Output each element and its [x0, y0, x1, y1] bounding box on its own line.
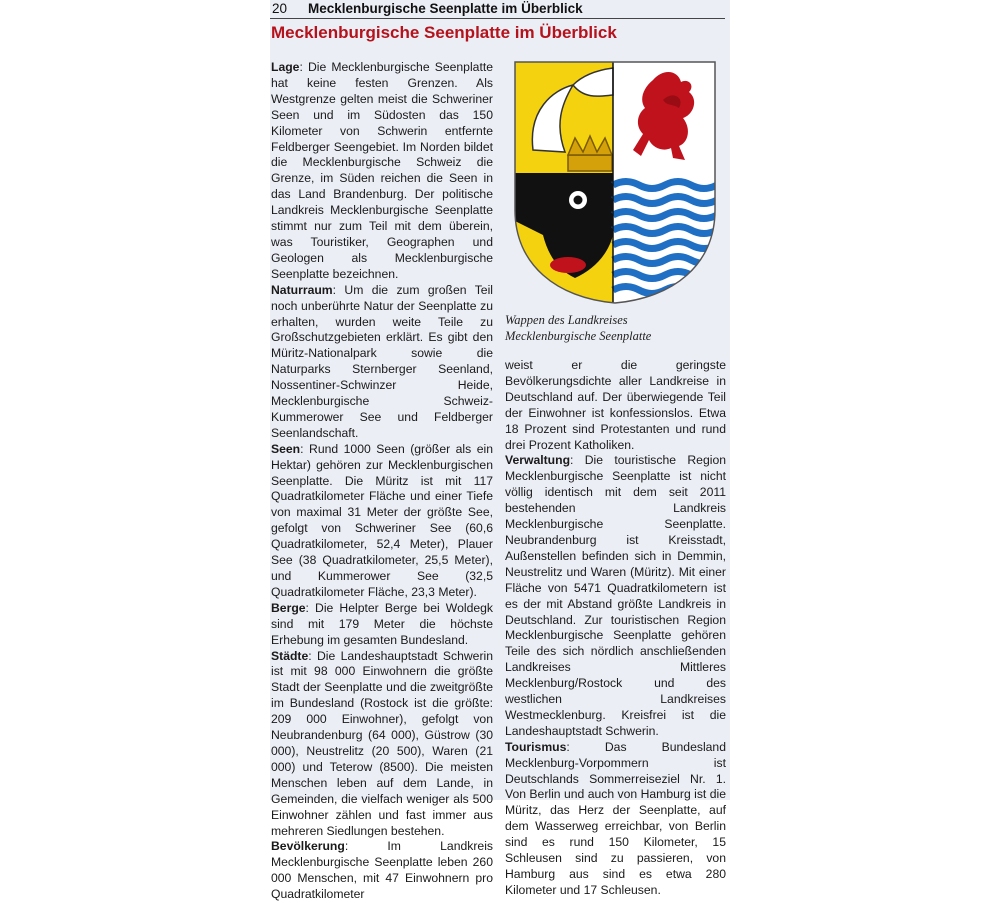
- running-header: [270, 0, 725, 19]
- section-text: weist er die geringste Bevölkerungsdichte aller Landkreise in Deutschland auf. Der überwiegende Teil der Einwohner ist konfessionslos. Etwa 18 Prozent sind Protestanten und rund drei Prozent Katholiken.: [505, 358, 726, 452]
- coat-of-arms-image: [513, 60, 717, 305]
- page-title: Mecklenburgische Seenplatte im Überblick: [271, 23, 617, 42]
- section-heading: Naturraum: [271, 282, 333, 297]
- section-bevoelkerung: [271, 839, 493, 903]
- section-text: : Die Mecklenburgische Seenplatte hat keine festen Grenzen. Als Westgrenze gelten meist die Schweriner Seen und im Südosten das 150 Kilometer von Schwerin entfernte Feldberger Seengebiet. Im Norden bildet die Mecklenburgische Schweiz die Grenze, im Süden reichen die Seen in das Land Brandenburg. Der politische Landkreis Mecklenburgische Seenplatte stimmt nur zum Teil mit dem überein, was Touristiker, Geographen und Geologen als Mecklenburgische Seenplatte bezeichnen.: [271, 60, 493, 281]
- section-text: : Im Landkreis Mecklenburgische Seenplatte leben 260 000 Menschen, mit 47 Einwohnern pro Quadratkilometer: [271, 839, 493, 902]
- running-title: Mecklenburgische Seenplatte im Überblick: [308, 1, 583, 16]
- section-text: : Die Landeshauptstadt Schwerin ist mit 98 000 Einwohnern die größte Stadt der Seenplatte und die zweitgrößte im Bundesland (Rostock ist die größte: 209 000 Einwohner), gefolgt von Neubrandenburg (64 000), Güstrow (30 000), Neustrelitz (20 500), Waren (21 000) und Teterow (8500). Die meisten Menschen leben auf dem Lande, in Gemeinden, die vielfach weniger als 500 Einwohner zählen und fast immer aus mehreren Siedlungen bestehen.: [271, 648, 493, 838]
- section-lage: [271, 60, 493, 283]
- section-berge: [271, 601, 493, 649]
- section-heading: Tourismus: [505, 739, 567, 754]
- section-heading: Berge: [271, 600, 306, 615]
- section-staedte: [271, 649, 493, 840]
- crown-icon: [568, 136, 612, 155]
- section-heading: Lage: [271, 60, 300, 74]
- section-text: : Das Bundesland Mecklenburg-Vorpommern ist Deutschlands Sommerreiseziel Nr. 1. Von Berlin und auch von Hamburg ist die Müritz, das Herz der Seenplatte, auf dem Wasserweg erreichbar, von Berlin sind es rund 150 Kilometer, 15 Schleusen sind zu passieren, von Hamburg aus sind es etwa 280 Kilometer und 17 Schleusen.: [505, 739, 726, 897]
- section-text: : Rund 1000 Seen (größer als ein Hektar) gehören zur Mecklenburgischen Seenplatte. Die Müritz ist mit 117 Quadratkilometer Fläche und einer Tiefe von maximal 31 Meter der größte See, gefolgt von Schweriner See (60,6 Quadratkilometer, 52,4 Meter), Plauer See (38 Quadratkilometer, 25,5 Meter), und Kummerower See (32,5 Quadratkilometer Fläche, 23,3 Meter).: [271, 441, 493, 599]
- section-heading: Bevölkerung: [271, 839, 345, 854]
- text-column-right: [505, 358, 726, 899]
- section-seen: [271, 442, 493, 601]
- section-heading: Verwaltung: [505, 453, 571, 468]
- crest-caption: Wappen des Landkreises Mecklenburgische Seenplatte: [505, 313, 652, 343]
- section-text: : Die Helpter Berge bei Woldegk sind mit 179 Meter die höchste Erhebung im gesamten Bundesland.: [271, 600, 493, 647]
- section-heading: Städte: [271, 648, 309, 663]
- section-tourismus: [505, 740, 726, 899]
- section-text: : Die touristische Region Mecklenburgische Seenplatte ist nicht völlig identisch mit dem seit 2011 bestehenden Landkreis Mecklenburgische Seenplatte. Neubrandenburg ist Kreisstadt, Außenstellen befinden sich in Demmin, Neustrelitz und Waren (Müritz). Mit einer Fläche von 5471 Quadratkilometern ist es der mit Abstand größte Landkreis in Deutschland. Zur touristischen Region Mecklenburgische Seenplatte gehören Teile des sich nördlich anschließenden Landkreises Mittleres Mecklenburg/Rostock und des westlichen Landkreises Westmecklenburg. Kreisfrei ist die Landeshauptstadt Schwerin.: [505, 453, 726, 738]
- section-text: : Um die zum großen Teil noch unberührte Natur der Seenplatte zu erhalten, wurden weite Teile zu Großschutzgebieten erklärt. Es gibt den Müritz-Nationalpark sowie die Naturparks Sternberger Seenland, Nossentiner-Schwinzer Heide, Mecklenburgische Schweiz-Kummerower See und Feldberger Seenlandschaft.: [271, 282, 493, 440]
- section-naturraum: [271, 283, 493, 442]
- text-column-left: [271, 60, 493, 903]
- section-verwaltung: [505, 453, 726, 739]
- section-bevoelkerung-cont: [505, 358, 726, 453]
- section-heading: Seen: [271, 441, 301, 456]
- page-number: 20: [272, 1, 288, 16]
